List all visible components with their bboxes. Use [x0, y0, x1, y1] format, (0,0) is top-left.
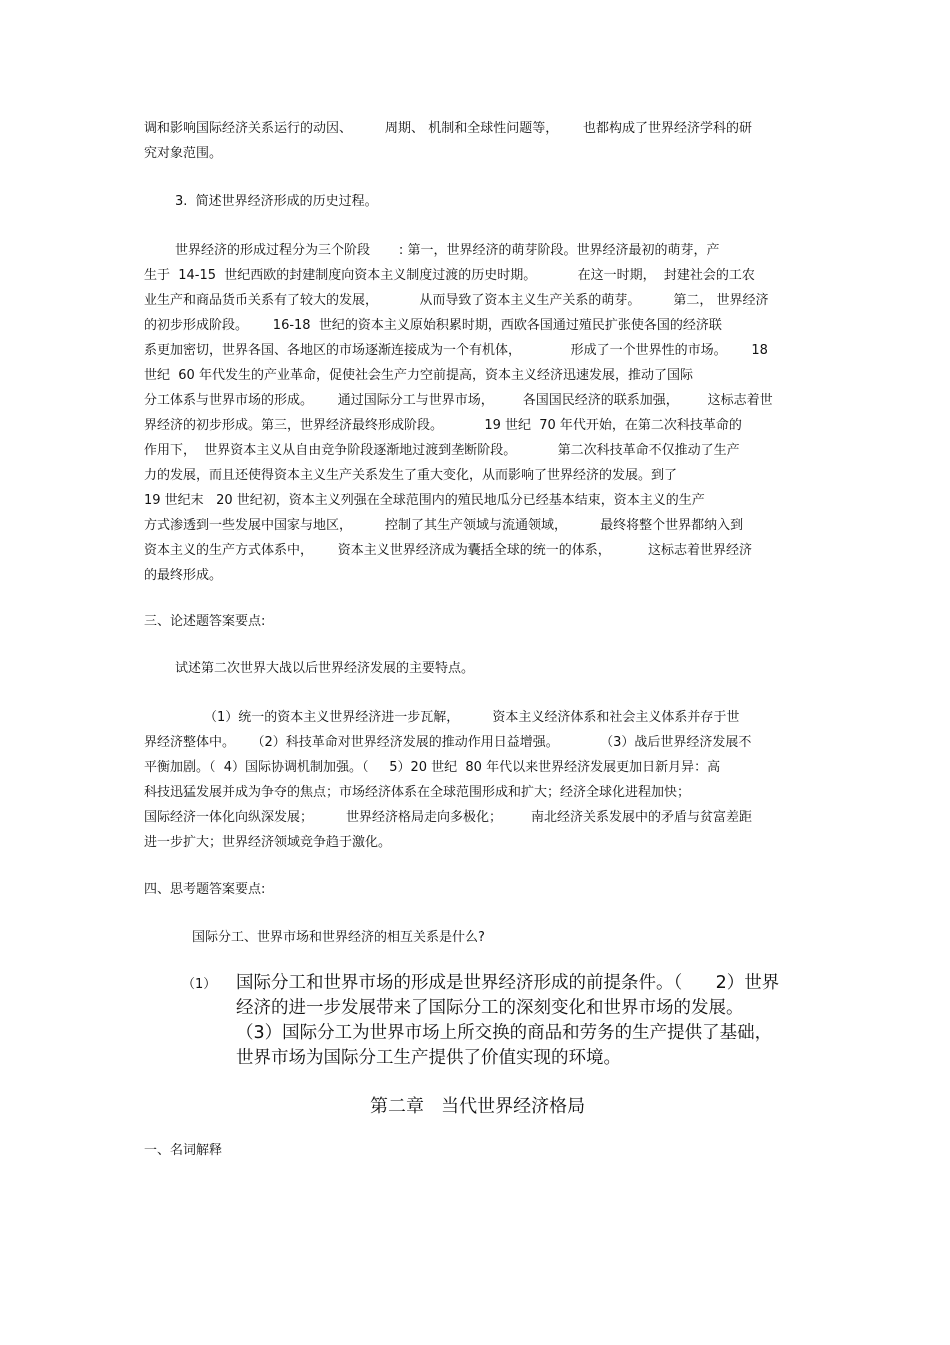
paragraph-line: 界经济的初步形成。第三，世界经济最终形成阶段。 19 世纪 70 年代开始，在第二次科技革命的	[144, 418, 742, 433]
answer-line: （3）国际分工为世界市场上所交换的商品和劳务的生产提供了基础，	[236, 1023, 773, 1043]
paragraph-line: 进一步扩大；世界经济领域竞争趋于激化。	[144, 835, 392, 850]
paragraph-line: 究对象范围。	[144, 146, 223, 161]
paragraph-line: 科技迅猛发展并成为争夺的焦点；市场经济体系在全球范围形成和扩大；经济全球化进程加快；	[144, 785, 691, 800]
paragraph-line: 分工体系与世界市场的形成。 通过国际分工与世界市场， 各国国民经济的联系加强， 这标志着世	[144, 393, 773, 408]
paragraph-line: 方式渗透到一些发展中国家与地区， 控制了其生产领域与流通领域， 最终将整个世界都纳入到	[144, 518, 744, 533]
question-heading: 国际分工、世界市场和世界经济的相互关系是什么?	[192, 930, 485, 945]
answer-line: 世界市场为国际分工生产提供了价值实现的环境。	[236, 1048, 621, 1068]
paragraph-line: 世界经济的形成过程分为三个阶段 : 第一，世界经济的萌芽阶段。世界经济最初的萌芽，产	[175, 243, 720, 258]
paragraph-line: 界经济整体中。 （2）科技革命对世界经济发展的推动作用日益增强。 （3）战后世界经济发展不	[144, 735, 752, 750]
section-heading: 一、名词解释	[144, 1143, 223, 1158]
paragraph-line: 的初步形成阶段。 16-18 世纪的资本主义原始积累时期，西欧各国通过殖民扩张使各国的经济联	[144, 318, 722, 333]
answer-line: 经济的进一步发展带来了国际分工的深刻变化和世界市场的发展。	[236, 998, 744, 1018]
paragraph-line: 生于 14-15 世纪西欧的封建制度向资本主义制度过渡的历史时期。 在这一时期， 封建社会的工农	[144, 268, 755, 283]
paragraph-line: 调和影响国际经济关系运行的动因、 周期、 机制和全球性问题等， 也都构成了世界经济学科的研	[144, 121, 752, 136]
paragraph-line: 国际经济一体化向纵深发展； 世界经济格局走向多极化； 南北经济关系发展中的矛盾与贫富差距	[144, 810, 752, 825]
paragraph-line: 业生产和商品货币关系有了较大的发展， 从而导致了资本主义生产关系的萌芽。 第二， 世界经济	[144, 293, 769, 308]
paragraph-line: 19 世纪末 20 世纪初，资本主义列强在全球范围内的殖民地瓜分已经基本结束，资本主义的生产	[144, 493, 705, 508]
paragraph-line: （1）统一的资本主义世界经济进一步瓦解， 资本主义经济体系和社会主义体系并存于世	[204, 710, 740, 725]
paragraph-line: 作用下， 世界资本主义从自由竞争阶段逐渐地过渡到垄断阶段。 第二次科技革命不仅推动了生产	[144, 443, 740, 458]
answer-line: 国际分工和世界市场的形成是世界经济形成的前提条件。（ 2）世界	[236, 973, 780, 993]
question-heading: 3. 简述世界经济形成的历史过程。	[175, 194, 378, 209]
paragraph-line: 力的发展，而且还使得资本主义生产关系发生了重大变化，从而影响了世界经济的发展。到了	[144, 468, 678, 483]
paragraph-line: 系更加密切，世界各国、各地区的市场逐渐连接成为一个有机体， 形成了一个世界性的市场。 18	[144, 343, 768, 358]
chapter-title: 第二章 当代世界经济格局	[370, 1096, 586, 1117]
paragraph-line: 平衡加剧。（ 4）国际协调机制加强。（ 5）20 世纪 80 年代以来世界经济发展更加日新月异：高	[144, 760, 721, 775]
paragraph-line: 世纪 60 年代发生的产业革命，促使社会生产力空前提高，资本主义经济迅速发展，推动了国际	[144, 368, 693, 383]
section-heading: 四、思考题答案要点:	[144, 882, 266, 897]
list-number: （1）	[182, 977, 217, 992]
paragraph-line: 的最终形成。	[144, 568, 223, 583]
paragraph-line: 资本主义的生产方式体系中， 资本主义世界经济成为囊括全球的统一的体系， 这标志着世界经济	[144, 543, 752, 558]
section-heading: 三、论述题答案要点:	[144, 614, 266, 629]
question-heading: 试述第二次世界大战以后世界经济发展的主要特点。	[175, 661, 475, 676]
